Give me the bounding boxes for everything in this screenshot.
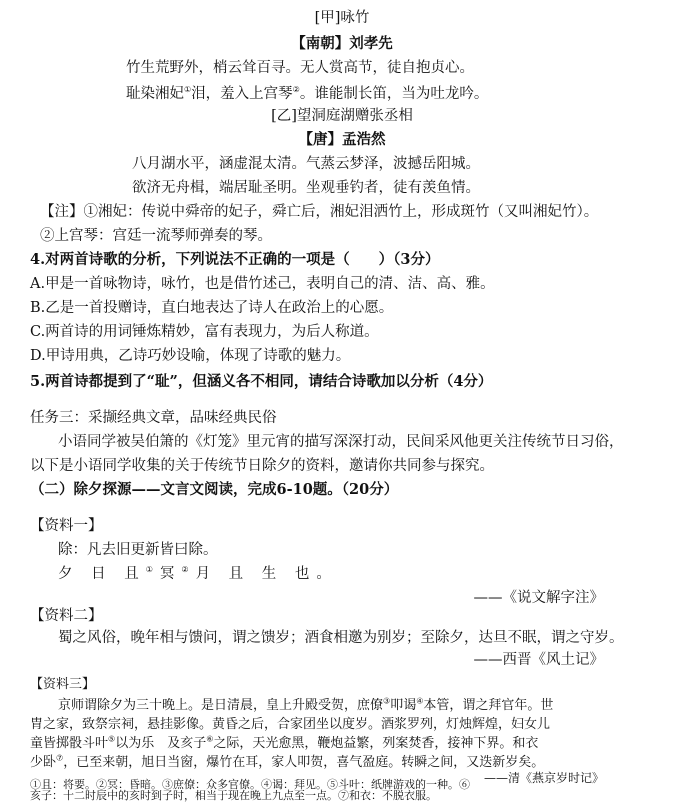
material-1-label: 【资料一】 xyxy=(30,518,103,534)
glossary-line-1: ①且：将要。②冥：昏暗。③庶僚：众多官僚。④谒：拜见。⑤斗叶：纸牌游戏的一种。⑥ xyxy=(30,778,470,791)
footnote-marker: ⑥ xyxy=(206,734,214,744)
material-3-source: ——清《燕京岁时记》 xyxy=(483,771,604,785)
footnote-marker: ③ xyxy=(383,696,391,706)
question-5: 5.两首诗都提到了“耻”，但涵义各不相同，请结合诗歌加以分析（4分） xyxy=(30,373,493,390)
poem-b-line-2: 欲济无舟楫，端居耻圣明。坐观垂钓者，徒有羡鱼情。 xyxy=(132,180,480,196)
question-4-option-a: A.甲是一首咏物诗，咏竹，也是借竹述己，表明自己的清、洁、高、雅。 xyxy=(30,276,495,292)
material-1-line-1: 除：凡去旧更新皆曰除。 xyxy=(58,542,218,558)
footnote-marker: ② xyxy=(292,85,300,95)
poem-b-author: 【唐】孟浩然 xyxy=(298,131,386,148)
material-3-line-1: 京师谓除夕为三十晚上。是日清晨，皇上升殿受贺，庶僚③叩谒④本管，谓之拜官年。世 xyxy=(58,696,554,713)
section-heading: （二）除夕探源——文言文阅读，完成6-10题。（20分） xyxy=(30,481,399,498)
poem-b-line-1: 八月湖水平，涵虚混太清。气蒸云梦泽，波撼岳阳城。 xyxy=(132,156,480,172)
question-4-stem: 4.对两首诗歌的分析，下列说法不正确的一项是（ ）（3分） xyxy=(30,251,440,268)
note-2: ②上宫琴：宫廷一流琴师弹奏的琴。 xyxy=(40,228,272,244)
task-3-title: 任务三：采撷经典文章，品味经典民俗 xyxy=(30,410,277,426)
material-3-line-2: 胄之家，致祭宗祠，悬挂影像。黄昏之后，合家团坐以度岁。酒浆罗列，灯烛辉煌，妇女儿 xyxy=(30,717,551,732)
question-4-option-c: C.两首诗的用词锤炼精妙，富有表现力，为后人称道。 xyxy=(30,324,379,340)
material-3-line-3: 童皆掷骰斗叶⑤以为乐 及亥子⑥之际，天光愈黑，鞭炮益繁，列案焚香，接神下界。和衣 xyxy=(30,734,539,751)
poem-a-author: 【南朝】刘孝先 xyxy=(291,35,393,52)
footnote-marker: ① xyxy=(145,565,160,575)
poem-a-line-1: 竹生荒野外，梢云耸百寻。无人赏高节，徒自抱贞心。 xyxy=(126,60,474,76)
footnote-marker: ② xyxy=(181,565,196,575)
glossary-line-2: 亥子：十二时辰中的亥时到子时，相当于现在晚上九点至一点。⑦和衣：不脱衣服。 xyxy=(30,789,437,802)
material-3-line-4: 少卧⑦，已至来朝，旭日当窗，爆竹在耳，家人叩贺，喜气盈庭。转瞬之间，又迭新岁矣。 xyxy=(30,753,545,770)
poem-a-title: [甲]咏竹 xyxy=(314,10,370,26)
task-3-paragraph-1: 小语同学被吴伯箫的《灯笼》里元宵的描写深深打动，民间采风他更关注传统节日习俗， xyxy=(58,434,624,450)
poem-b-title: [乙]望洞庭湖赠张丞相 xyxy=(271,108,413,124)
footnote-marker: ⑦ xyxy=(56,753,64,763)
material-3-label: 【资料三】 xyxy=(30,677,96,692)
question-4-option-b: B.乙是一首投赠诗，直白地表达了诗人在政治上的心愿。 xyxy=(30,300,394,316)
material-2-line-1: 蜀之风俗，晚年相与馈问，谓之馈岁；酒食相邀为别岁；至除夕，达旦不眠，谓之守岁。 xyxy=(58,630,624,646)
task-3-paragraph-2: 以下是小语同学收集的关于传统节日除夕的资料，邀请你共同参与探究。 xyxy=(30,458,494,474)
material-1-line-2: 夕 日 且①冥②月 且 生 也。 xyxy=(58,565,338,582)
material-1-source: ——《说文解字注》 xyxy=(473,590,604,606)
poem-a-line-2: 耻染湘妃①泪，羞入上宫琴②。谁能制长笛，当为吐龙吟。 xyxy=(126,85,489,102)
material-2-source: ——西晋《风土记》 xyxy=(473,652,604,668)
note-1: 【注】①湘妃：传说中舜帝的妃子，舜亡后，湘妃泪洒竹上，形成斑竹（又叫湘妃竹）。 xyxy=(40,204,599,220)
footnote-marker: ① xyxy=(184,85,192,95)
material-2-label: 【资料二】 xyxy=(30,608,103,624)
question-4-option-d: D.甲诗用典，乙诗巧妙设喻，体现了诗歌的魅力。 xyxy=(30,348,351,364)
footnote-marker: ④ xyxy=(416,696,424,706)
footnote-marker: ⑤ xyxy=(108,734,116,744)
